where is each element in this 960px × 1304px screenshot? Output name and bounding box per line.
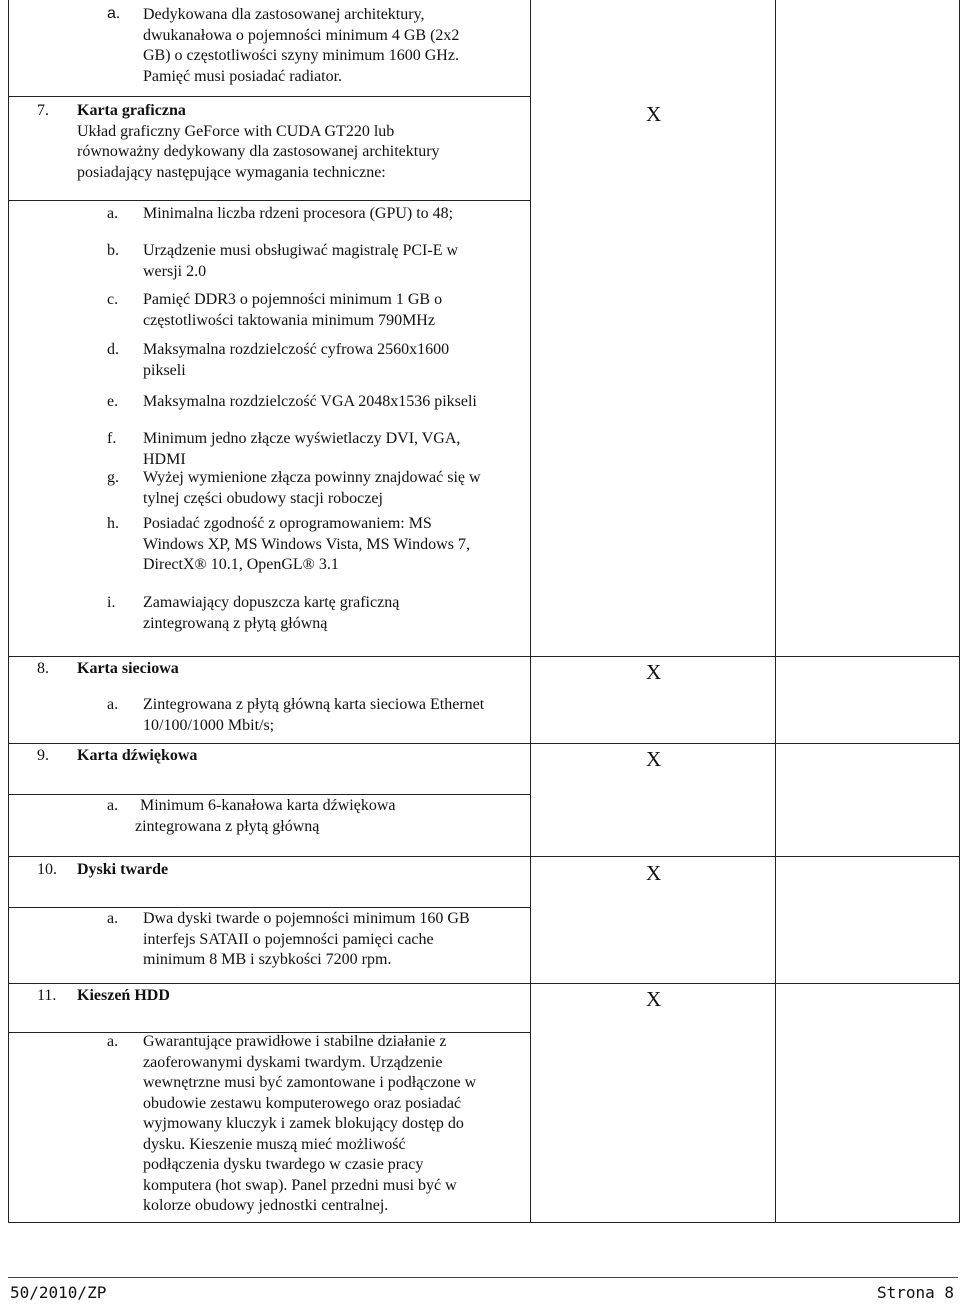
x-mark: X bbox=[646, 987, 662, 1011]
item-line: minimum 8 MB i szybkości 7200 rpm. bbox=[143, 951, 392, 968]
table-col-border-1 bbox=[530, 0, 531, 1222]
section-number: 10. bbox=[37, 861, 57, 878]
item-line: wersji 2.0 bbox=[143, 262, 207, 280]
x-mark: X bbox=[646, 861, 662, 885]
item-marker: i. bbox=[107, 594, 116, 611]
row-divider bbox=[8, 200, 530, 201]
row-divider bbox=[8, 656, 960, 657]
item-marker: g. bbox=[107, 469, 119, 486]
section-desc-line: Układ graficzny GeForce with CUDA GT220 lub bbox=[77, 122, 395, 140]
item-line: Maksymalna rozdzielczość cyfrowa 2560x1600 bbox=[143, 341, 450, 358]
item-marker: f. bbox=[107, 430, 117, 447]
item-line: obudowie zestawu komputerowego oraz posiadać bbox=[143, 1094, 462, 1112]
item-marker: a. bbox=[107, 910, 119, 927]
item-marker: a. bbox=[107, 797, 119, 814]
section-desc-line: posiadający następujące wymagania techniczne: bbox=[77, 163, 386, 181]
item-line: pikseli bbox=[143, 361, 186, 379]
section-title: Kieszeń HDD bbox=[77, 987, 170, 1004]
item-line: dysku. Kieszenie muszą mieć możliwość bbox=[143, 1135, 406, 1153]
item-marker: a. bbox=[107, 696, 119, 713]
item-line: Gwarantujące prawidłowe i stabilne działanie z bbox=[143, 1033, 447, 1050]
item-marker: a. bbox=[107, 205, 119, 222]
item-line: Windows XP, MS Windows Vista, MS Windows 7, bbox=[143, 535, 470, 553]
row-divider bbox=[8, 794, 530, 795]
item-line: zintegrowaną z płytą główną bbox=[143, 614, 328, 632]
item-line: Zamawiający dopuszcza kartę graficzną bbox=[143, 594, 400, 611]
row-divider bbox=[8, 983, 960, 984]
row-divider bbox=[8, 96, 530, 97]
item-line: podłączenia dysku twardego w czasie pracy bbox=[143, 1156, 424, 1173]
item-line: wyjmowany kluczyk i zamek blokujący dostęp do bbox=[143, 1115, 464, 1132]
item-line: Zintegrowana z płytą główną karta sieciowa Ethernet bbox=[143, 696, 485, 713]
item-line: Posiadać zgodność z oprogramowaniem: MS bbox=[143, 515, 432, 532]
x-mark: X bbox=[646, 747, 662, 771]
row-divider bbox=[8, 907, 530, 908]
ram-line: Dedykowana dla zastosowanej architektury, bbox=[143, 6, 425, 23]
item-line: zaoferowanymi dyskami twardym. Urządzenie bbox=[143, 1053, 443, 1071]
item-line: interfejs SATAII o pojemności pamięci cache bbox=[143, 930, 434, 948]
item-line: Dwa dyski twarde o pojemności minimum 160 GB bbox=[143, 910, 470, 927]
item-line: Minimum jedno złącze wyświetlaczy DVI, VGA, bbox=[143, 430, 461, 447]
ram-line: Pamięć musi posiadać radiator. bbox=[143, 67, 343, 85]
item-line: kolorze obudowy jednostki centralnej. bbox=[143, 1197, 389, 1214]
item-marker: c. bbox=[107, 291, 119, 308]
section-title: Karta graficzna bbox=[77, 102, 186, 119]
table-bottom-border bbox=[8, 1222, 960, 1223]
item-line: Pamięć DDR3 o pojemności minimum 1 GB o bbox=[143, 291, 443, 308]
item-line: zintegrowana z płytą główną bbox=[135, 817, 320, 835]
document-number: 50/2010/ZP bbox=[10, 1283, 107, 1302]
item-marker: a. bbox=[107, 1033, 119, 1050]
x-mark: X bbox=[646, 102, 662, 126]
table-left-border bbox=[8, 0, 9, 1222]
section-title: Karta sieciowa bbox=[77, 660, 179, 677]
section-number: 7. bbox=[37, 102, 49, 119]
item-marker: b. bbox=[107, 242, 119, 259]
item-marker: a. bbox=[107, 5, 121, 22]
item-marker: h. bbox=[107, 515, 119, 532]
x-mark: X bbox=[646, 660, 662, 684]
section-title: Karta dźwiękowa bbox=[77, 747, 198, 764]
section-number: 9. bbox=[37, 747, 49, 764]
item-line: Urządzenie musi obsługiwać magistralę PCI-E w bbox=[143, 242, 459, 259]
item-marker: d. bbox=[107, 341, 119, 358]
item-line: Minimum 6-kanałowa karta dźwiękowa bbox=[140, 797, 396, 814]
section-number: 8. bbox=[37, 660, 49, 677]
ram-line: GB) o częstotliwości szyny minimum 1600 GHz. bbox=[143, 47, 459, 64]
item-line: Wyżej wymienione złącza powinny znajdować się w bbox=[143, 469, 481, 486]
item-marker: e. bbox=[107, 393, 119, 410]
item-line: częstotliwości taktowania minimum 790MHz bbox=[143, 311, 435, 329]
section-title: Dyski twarde bbox=[77, 861, 169, 878]
row-divider bbox=[8, 856, 960, 857]
ram-line: dwukanałowa o pojemności minimum 4 GB (2x2 bbox=[143, 26, 460, 44]
item-line: DirectX® 10.1, OpenGL® 3.1 bbox=[143, 556, 339, 573]
section-number: 11. bbox=[37, 987, 57, 1004]
item-line: komputera (hot swap). Panel przedni musi być w bbox=[143, 1176, 457, 1194]
item-line: wewnętrzne musi być zamontowane i podłączone w bbox=[143, 1074, 477, 1091]
item-line: Minimalna liczba rdzeni procesora (GPU) to 48; bbox=[143, 205, 454, 222]
section-desc-line: równoważny dedykowany dla zastosowanej architektury bbox=[77, 143, 440, 160]
row-divider bbox=[8, 743, 960, 744]
footer-rule bbox=[8, 1277, 958, 1278]
item-line: HDMI bbox=[143, 450, 186, 468]
item-line: Maksymalna rozdzielczość VGA 2048x1536 pikseli bbox=[143, 393, 477, 410]
item-line: 10/100/1000 Mbit/s; bbox=[143, 716, 275, 734]
table-col-border-2 bbox=[775, 0, 776, 1222]
page-number: Strona 8 bbox=[876, 1283, 954, 1302]
item-line: tylnej części obudowy stacji roboczej bbox=[143, 489, 383, 507]
